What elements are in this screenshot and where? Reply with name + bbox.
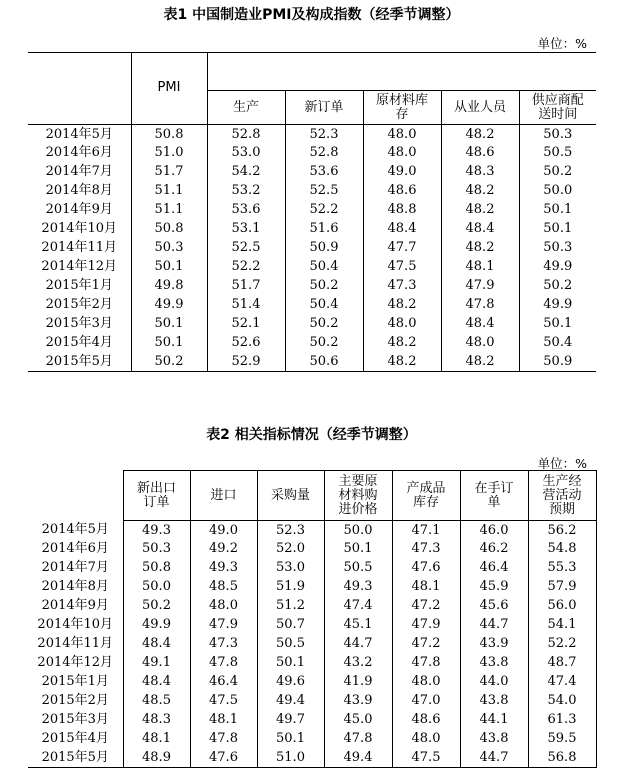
table1-row	[28, 125, 596, 144]
table2-cell: 47.6	[392, 559, 460, 578]
table1-cell: 50.8	[131, 125, 207, 144]
table1-cell: 50.3	[131, 239, 207, 258]
table1-cell: 49.0	[363, 163, 441, 182]
table2-row-month: 2015年3月	[41, 712, 109, 728]
table1-row	[28, 144, 596, 163]
table1-cell: 50.1	[519, 220, 596, 239]
table1-corner	[28, 53, 131, 91]
table1-cell: 52.8	[207, 125, 285, 144]
table1-cell: 50.4	[519, 334, 596, 353]
table1-cell: 53.6	[207, 201, 285, 220]
table2-cell: 47.9	[190, 616, 257, 635]
table1-cell: 50.1	[519, 201, 596, 220]
table1-cell: 50.8	[131, 220, 207, 239]
table2-cell: 41.9	[324, 673, 392, 692]
table2-cell: 47.6	[190, 749, 257, 768]
table2-cell: 50.2	[123, 597, 190, 616]
table2-row-month: 2014年10月	[37, 617, 114, 633]
table2-cell: 47.3	[190, 635, 257, 654]
table1-cell: 48.8	[363, 201, 441, 220]
table2-cell: 50.1	[257, 730, 324, 749]
table1-cell: 50.1	[519, 315, 596, 334]
table2-cell: 43.9	[460, 635, 528, 654]
table2-cell: 48.0	[392, 673, 460, 692]
table1-row-month: 2014年12月	[41, 259, 118, 275]
table1-cell: 50.1	[131, 334, 207, 353]
table2-cell: 54.1	[528, 616, 596, 635]
table2-cell: 50.3	[123, 540, 190, 559]
table2-cell: 48.9	[123, 749, 190, 768]
table2-cell: 56.0	[528, 597, 596, 616]
table2-cell: 49.3	[123, 521, 190, 540]
table2-cell: 43.8	[460, 692, 528, 711]
table1-cell: 50.4	[285, 296, 363, 315]
table2-row-month: 2014年8月	[41, 579, 109, 595]
table2-cell: 46.0	[460, 521, 528, 540]
table1-row-month: 2014年10月	[41, 221, 118, 237]
table2-cell: 49.7	[257, 711, 324, 730]
table2-cell: 47.4	[528, 673, 596, 692]
table2-col-header: 生产经营活动预期	[528, 471, 596, 521]
table2-cell: 51.0	[257, 749, 324, 768]
table1-col-header: 从业人员	[441, 91, 519, 125]
table1-cell: 47.7	[363, 239, 441, 258]
table1-cell: 48.2	[441, 125, 519, 144]
table2-col-header: 在手订单	[460, 471, 528, 521]
table2-cell: 52.3	[257, 521, 324, 540]
table1-cell: 49.9	[519, 258, 596, 277]
table1-cell: 47.5	[363, 258, 441, 277]
table2-cell: 44.7	[460, 749, 528, 768]
table2-cell: 43.8	[460, 654, 528, 673]
table1-cell: 48.2	[441, 201, 519, 220]
table1-cell: 48.2	[363, 296, 441, 315]
table1-cell: 50.1	[131, 315, 207, 334]
table2-row	[28, 578, 596, 597]
table1-cell: 52.2	[285, 201, 363, 220]
table2-cell: 51.9	[257, 578, 324, 597]
table1-cell: 52.3	[285, 125, 363, 144]
table2-cell: 50.1	[257, 654, 324, 673]
table1-cell: 53.2	[207, 182, 285, 201]
table1-col-header: 生产	[207, 91, 285, 125]
table2-cell: 45.0	[324, 711, 392, 730]
table2-cell: 48.1	[123, 730, 190, 749]
table1-cell: 48.0	[363, 125, 441, 144]
table1-row-month: 2014年11月	[41, 240, 118, 256]
table1	[28, 52, 596, 372]
table1-cell: 51.7	[207, 277, 285, 296]
table2-cell: 47.5	[190, 692, 257, 711]
table2-cell: 54.0	[528, 692, 596, 711]
table2-cell: 48.3	[123, 711, 190, 730]
table1-row-month: 2014年8月	[45, 183, 113, 199]
table2-row	[28, 616, 596, 635]
table1-cell: 52.9	[207, 353, 285, 372]
table2-cell: 49.9	[123, 616, 190, 635]
table1-row	[28, 182, 596, 201]
table1-cell: 49.8	[131, 277, 207, 296]
table2-cell: 50.8	[123, 559, 190, 578]
table1-row-month: 2015年2月	[45, 297, 113, 313]
table1-row-month: 2015年1月	[45, 278, 113, 294]
table1-cell: 50.3	[519, 239, 596, 258]
table2-cell: 44.7	[460, 616, 528, 635]
table1-row-month: 2014年9月	[45, 202, 113, 218]
table1-cell: 50.2	[519, 277, 596, 296]
table1-row	[28, 220, 596, 239]
table2-cell: 46.4	[190, 673, 257, 692]
table1-cell: 47.9	[441, 277, 519, 296]
table2-row-month: 2014年5月	[41, 522, 109, 538]
table2-cell: 55.3	[528, 559, 596, 578]
table1-cell: 50.2	[285, 315, 363, 334]
table2-col-header: 进口	[190, 471, 257, 521]
table1-cell: 50.0	[519, 182, 596, 201]
table2-cell: 51.2	[257, 597, 324, 616]
table2-cell: 59.5	[528, 730, 596, 749]
table2-row-month: 2014年9月	[41, 598, 109, 614]
table2-cell: 50.0	[123, 578, 190, 597]
table2-row	[28, 635, 596, 654]
table1-col-header: 新订单	[285, 91, 363, 125]
table2-cell: 44.1	[460, 711, 528, 730]
table1-cell: 49.9	[519, 296, 596, 315]
table1-cell: 51.1	[131, 201, 207, 220]
table2-cell: 49.2	[190, 540, 257, 559]
table2-cell: 48.4	[123, 635, 190, 654]
table2-cell: 47.8	[392, 654, 460, 673]
table2-cell: 47.3	[392, 540, 460, 559]
table2-row	[28, 540, 596, 559]
table1-cell: 50.3	[519, 125, 596, 144]
table2-cell: 47.2	[392, 635, 460, 654]
table2-cell: 49.3	[190, 559, 257, 578]
table1-row-month: 2015年5月	[45, 354, 113, 369]
table2-cell: 47.1	[392, 521, 460, 540]
table1-cell: 48.0	[441, 334, 519, 353]
table2-cell: 56.8	[528, 749, 596, 768]
table1-cell: 51.6	[285, 220, 363, 239]
table1-cell: 50.6	[285, 353, 363, 372]
table1-cell: 48.2	[363, 353, 441, 372]
table2-cell: 50.7	[257, 616, 324, 635]
table2-cell: 49.0	[190, 521, 257, 540]
table1-cell: 53.1	[207, 220, 285, 239]
table1-cell: 48.4	[441, 315, 519, 334]
table1-cell: 48.6	[363, 182, 441, 201]
table2-cell: 43.2	[324, 654, 392, 673]
table2-cell: 52.0	[257, 540, 324, 559]
table2-cell: 47.8	[324, 730, 392, 749]
table2-col-header: 采购量	[257, 471, 324, 521]
table2-cell: 45.9	[460, 578, 528, 597]
table1-row	[28, 296, 596, 315]
table1-row	[28, 353, 596, 372]
table2-cell: 50.0	[324, 521, 392, 540]
table1-cell: 48.3	[441, 163, 519, 182]
table1-cell: 50.9	[285, 239, 363, 258]
table1-cell: 52.5	[285, 182, 363, 201]
table1-rowhead-spacer	[28, 91, 131, 125]
table1-cell: 52.1	[207, 315, 285, 334]
table2-cell: 45.6	[460, 597, 528, 616]
table2-cell: 52.2	[528, 635, 596, 654]
table1-cell: 50.1	[131, 258, 207, 277]
table2-unit: 单位：%	[537, 456, 587, 471]
table1-cell: 50.5	[519, 144, 596, 163]
table1-cell: 50.2	[285, 277, 363, 296]
table2-row-month: 2014年11月	[37, 636, 114, 652]
table1-row	[28, 258, 596, 277]
table1-cell: 51.4	[207, 296, 285, 315]
table1-unit: 单位：%	[537, 36, 587, 51]
table2-cell: 48.7	[528, 654, 596, 673]
table2-cell: 53.0	[257, 559, 324, 578]
table1-cell: 51.7	[131, 163, 207, 182]
subindex-group-header	[207, 53, 596, 91]
table2-cell: 47.8	[190, 654, 257, 673]
table2-cell: 48.0	[190, 597, 257, 616]
table1-col-header: 供应商配送时间	[519, 91, 596, 125]
table2-cell: 50.5	[257, 635, 324, 654]
table1-cell: 48.2	[441, 182, 519, 201]
table2-cell: 49.6	[257, 673, 324, 692]
table2-row	[28, 654, 596, 673]
table2-col-header: 产成品库存	[392, 471, 460, 521]
table1-cell: 48.2	[441, 239, 519, 258]
table1-cell: 51.1	[131, 182, 207, 201]
table1-cell: 52.6	[207, 334, 285, 353]
table2-cell: 49.4	[257, 692, 324, 711]
table2-row	[28, 711, 596, 730]
table2-cell: 48.4	[123, 673, 190, 692]
table2-cell: 61.3	[528, 711, 596, 730]
table2-row-month: 2014年6月	[41, 541, 109, 557]
table1-row-month: 2014年5月	[45, 126, 113, 142]
table1-cell: 48.0	[363, 315, 441, 334]
table2-cell: 54.8	[528, 540, 596, 559]
table1-cell: 52.8	[285, 144, 363, 163]
table2-col-header: 新出口订单	[123, 471, 190, 521]
table1-row-month: 2014年6月	[45, 145, 113, 161]
table2-cell: 49.1	[123, 654, 190, 673]
table1-row	[28, 201, 596, 220]
table2-cell: 50.1	[324, 540, 392, 559]
table1-cell: 50.2	[131, 353, 207, 372]
table2-cell: 48.6	[392, 711, 460, 730]
table2-title: 表2 相关指标情况（经季节调整）	[206, 427, 417, 443]
table2-corner	[28, 471, 123, 521]
table2-row	[28, 559, 596, 578]
table1-cell: 48.4	[363, 220, 441, 239]
table2-row	[28, 673, 596, 692]
table1-cell: 47.8	[441, 296, 519, 315]
table2-cell: 47.8	[190, 730, 257, 749]
table2-cell: 48.5	[123, 692, 190, 711]
table2-cell: 48.0	[392, 730, 460, 749]
table2-cell: 48.1	[392, 578, 460, 597]
table2-cell: 46.2	[460, 540, 528, 559]
table2-row	[28, 749, 596, 768]
table1-cell: 54.2	[207, 163, 285, 182]
table1-row	[28, 239, 596, 258]
table2-cell: 47.5	[392, 749, 460, 768]
table1-cell: 50.2	[519, 163, 596, 182]
table1-cell: 50.2	[285, 334, 363, 353]
table2-cell: 43.8	[460, 730, 528, 749]
table2-row	[28, 730, 596, 749]
table1-cell: 53.0	[207, 144, 285, 163]
table1-row	[28, 163, 596, 182]
pmi-header: PMI	[131, 53, 207, 125]
table1-cell: 51.0	[131, 144, 207, 163]
table2-row-month: 2015年5月	[41, 750, 109, 765]
table2-row	[28, 521, 596, 540]
table2-cell: 56.2	[528, 521, 596, 540]
table2-cell: 49.4	[324, 749, 392, 768]
table1-row	[28, 315, 596, 334]
table1-cell: 50.9	[519, 353, 596, 372]
table1-cell: 48.2	[363, 334, 441, 353]
table2-cell: 57.9	[528, 578, 596, 597]
table2-cell: 47.9	[392, 616, 460, 635]
table1-cell: 52.5	[207, 239, 285, 258]
table1-title: 表1 中国制造业PMI及构成指数（经季节调整）	[163, 7, 460, 23]
table2-cell: 47.4	[324, 597, 392, 616]
table2-row	[28, 692, 596, 711]
table1-cell: 48.6	[441, 144, 519, 163]
table2-row-month: 2015年1月	[41, 674, 109, 690]
table2-cell: 47.0	[392, 692, 460, 711]
table1-row-month: 2015年3月	[45, 316, 113, 332]
table1-cell: 48.2	[441, 353, 519, 372]
table2-cell: 47.2	[392, 597, 460, 616]
table2-row-month: 2015年4月	[41, 731, 109, 747]
table1-cell: 50.4	[285, 258, 363, 277]
table2-row-month: 2014年7月	[41, 560, 109, 576]
table2-col-header: 主要原材料购进价格	[324, 471, 392, 521]
table1-cell: 49.9	[131, 296, 207, 315]
table2-cell: 45.1	[324, 616, 392, 635]
table1-col-header: 原材料库存	[363, 91, 441, 125]
table2-cell: 44.7	[324, 635, 392, 654]
table2	[28, 470, 597, 768]
table1-cell: 48.0	[363, 144, 441, 163]
table2-cell: 46.4	[460, 559, 528, 578]
table1-row-month: 2014年7月	[45, 164, 113, 180]
table2-row-month: 2015年2月	[41, 693, 109, 709]
table1-cell: 48.1	[441, 258, 519, 277]
table2-cell: 50.5	[324, 559, 392, 578]
table2-cell: 48.5	[190, 578, 257, 597]
table1-row	[28, 277, 596, 296]
table1-cell: 47.3	[363, 277, 441, 296]
table2-cell: 49.3	[324, 578, 392, 597]
table1-row	[28, 334, 596, 353]
table2-cell: 48.1	[190, 711, 257, 730]
table2-row-month: 2014年12月	[37, 655, 114, 671]
table1-cell: 52.2	[207, 258, 285, 277]
table2-cell: 43.9	[324, 692, 392, 711]
table1-cell: 53.6	[285, 163, 363, 182]
table2-cell: 44.0	[460, 673, 528, 692]
table1-cell: 48.4	[441, 220, 519, 239]
table1-row-month: 2015年4月	[45, 335, 113, 351]
table2-row	[28, 597, 596, 616]
